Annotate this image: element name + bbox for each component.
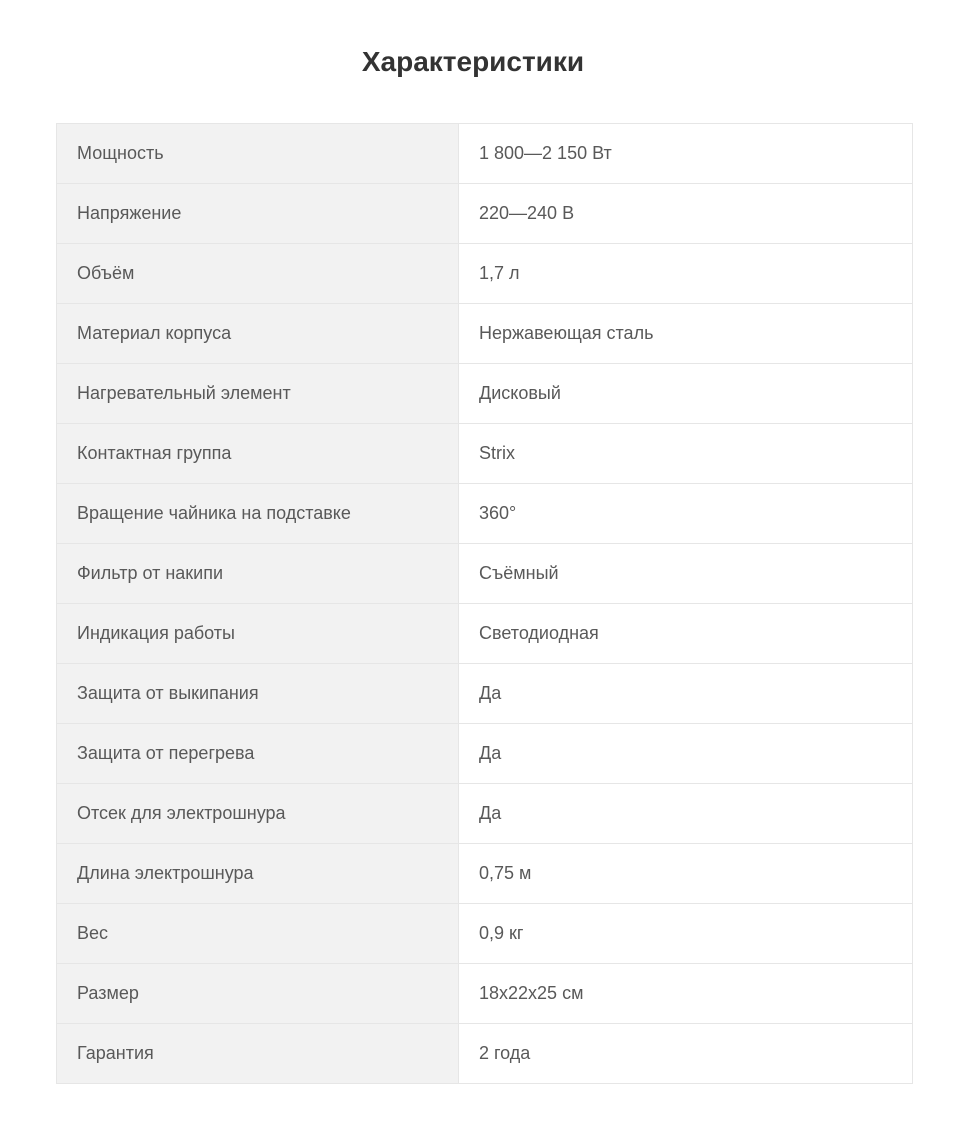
spec-name: Материал корпуса bbox=[57, 304, 459, 364]
spec-value: Съёмный bbox=[459, 544, 913, 604]
spec-row bbox=[57, 604, 913, 664]
spec-row bbox=[57, 664, 913, 724]
spec-value: Да bbox=[459, 724, 913, 784]
spec-row bbox=[57, 244, 913, 304]
spec-value: 360° bbox=[459, 484, 913, 544]
spec-name: Мощность bbox=[57, 124, 459, 184]
spec-row bbox=[57, 124, 913, 184]
spec-name: Контактная группа bbox=[57, 424, 459, 484]
spec-value: 18x22x25 см bbox=[459, 964, 913, 1024]
spec-value: Нержавеющая сталь bbox=[459, 304, 913, 364]
spec-row bbox=[57, 364, 913, 424]
spec-name: Вращение чайника на подставке bbox=[57, 484, 459, 544]
spec-name: Фильтр от накипи bbox=[57, 544, 459, 604]
page-title: Характеристики bbox=[361, 46, 585, 77]
spec-row bbox=[57, 424, 913, 484]
spec-name: Объём bbox=[57, 244, 459, 304]
spec-row bbox=[57, 304, 913, 364]
specs-table bbox=[56, 123, 913, 1084]
spec-row bbox=[57, 844, 913, 904]
spec-name: Напряжение bbox=[57, 184, 459, 244]
spec-name: Вес bbox=[57, 904, 459, 964]
spec-value: Светодиодная bbox=[459, 604, 913, 664]
spec-value: 0,9 кг bbox=[459, 904, 913, 964]
spec-name: Отсек для электрошнура bbox=[57, 784, 459, 844]
spec-name: Гарантия bbox=[57, 1024, 459, 1084]
spec-row bbox=[57, 544, 913, 604]
spec-value: Да bbox=[459, 664, 913, 724]
spec-value: 1 800—2 150 Вт bbox=[459, 124, 913, 184]
spec-value: 1,7 л bbox=[459, 244, 913, 304]
spec-value: 0,75 м bbox=[459, 844, 913, 904]
spec-name: Защита от выкипания bbox=[57, 664, 459, 724]
spec-name: Длина электрошнура bbox=[57, 844, 459, 904]
spec-name: Размер bbox=[57, 964, 459, 1024]
spec-value: Дисковый bbox=[459, 364, 913, 424]
spec-row bbox=[57, 724, 913, 784]
spec-row bbox=[57, 964, 913, 1024]
spec-name: Нагревательный элемент bbox=[57, 364, 459, 424]
spec-value: 220—240 В bbox=[459, 184, 913, 244]
spec-row bbox=[57, 184, 913, 244]
spec-value: 2 года bbox=[459, 1024, 913, 1084]
spec-row bbox=[57, 904, 913, 964]
spec-value: Strix bbox=[459, 424, 913, 484]
spec-name: Индикация работы bbox=[57, 604, 459, 664]
spec-row bbox=[57, 784, 913, 844]
spec-value: Да bbox=[459, 784, 913, 844]
spec-row bbox=[57, 1024, 913, 1084]
spec-row bbox=[57, 484, 913, 544]
spec-name: Защита от перегрева bbox=[57, 724, 459, 784]
